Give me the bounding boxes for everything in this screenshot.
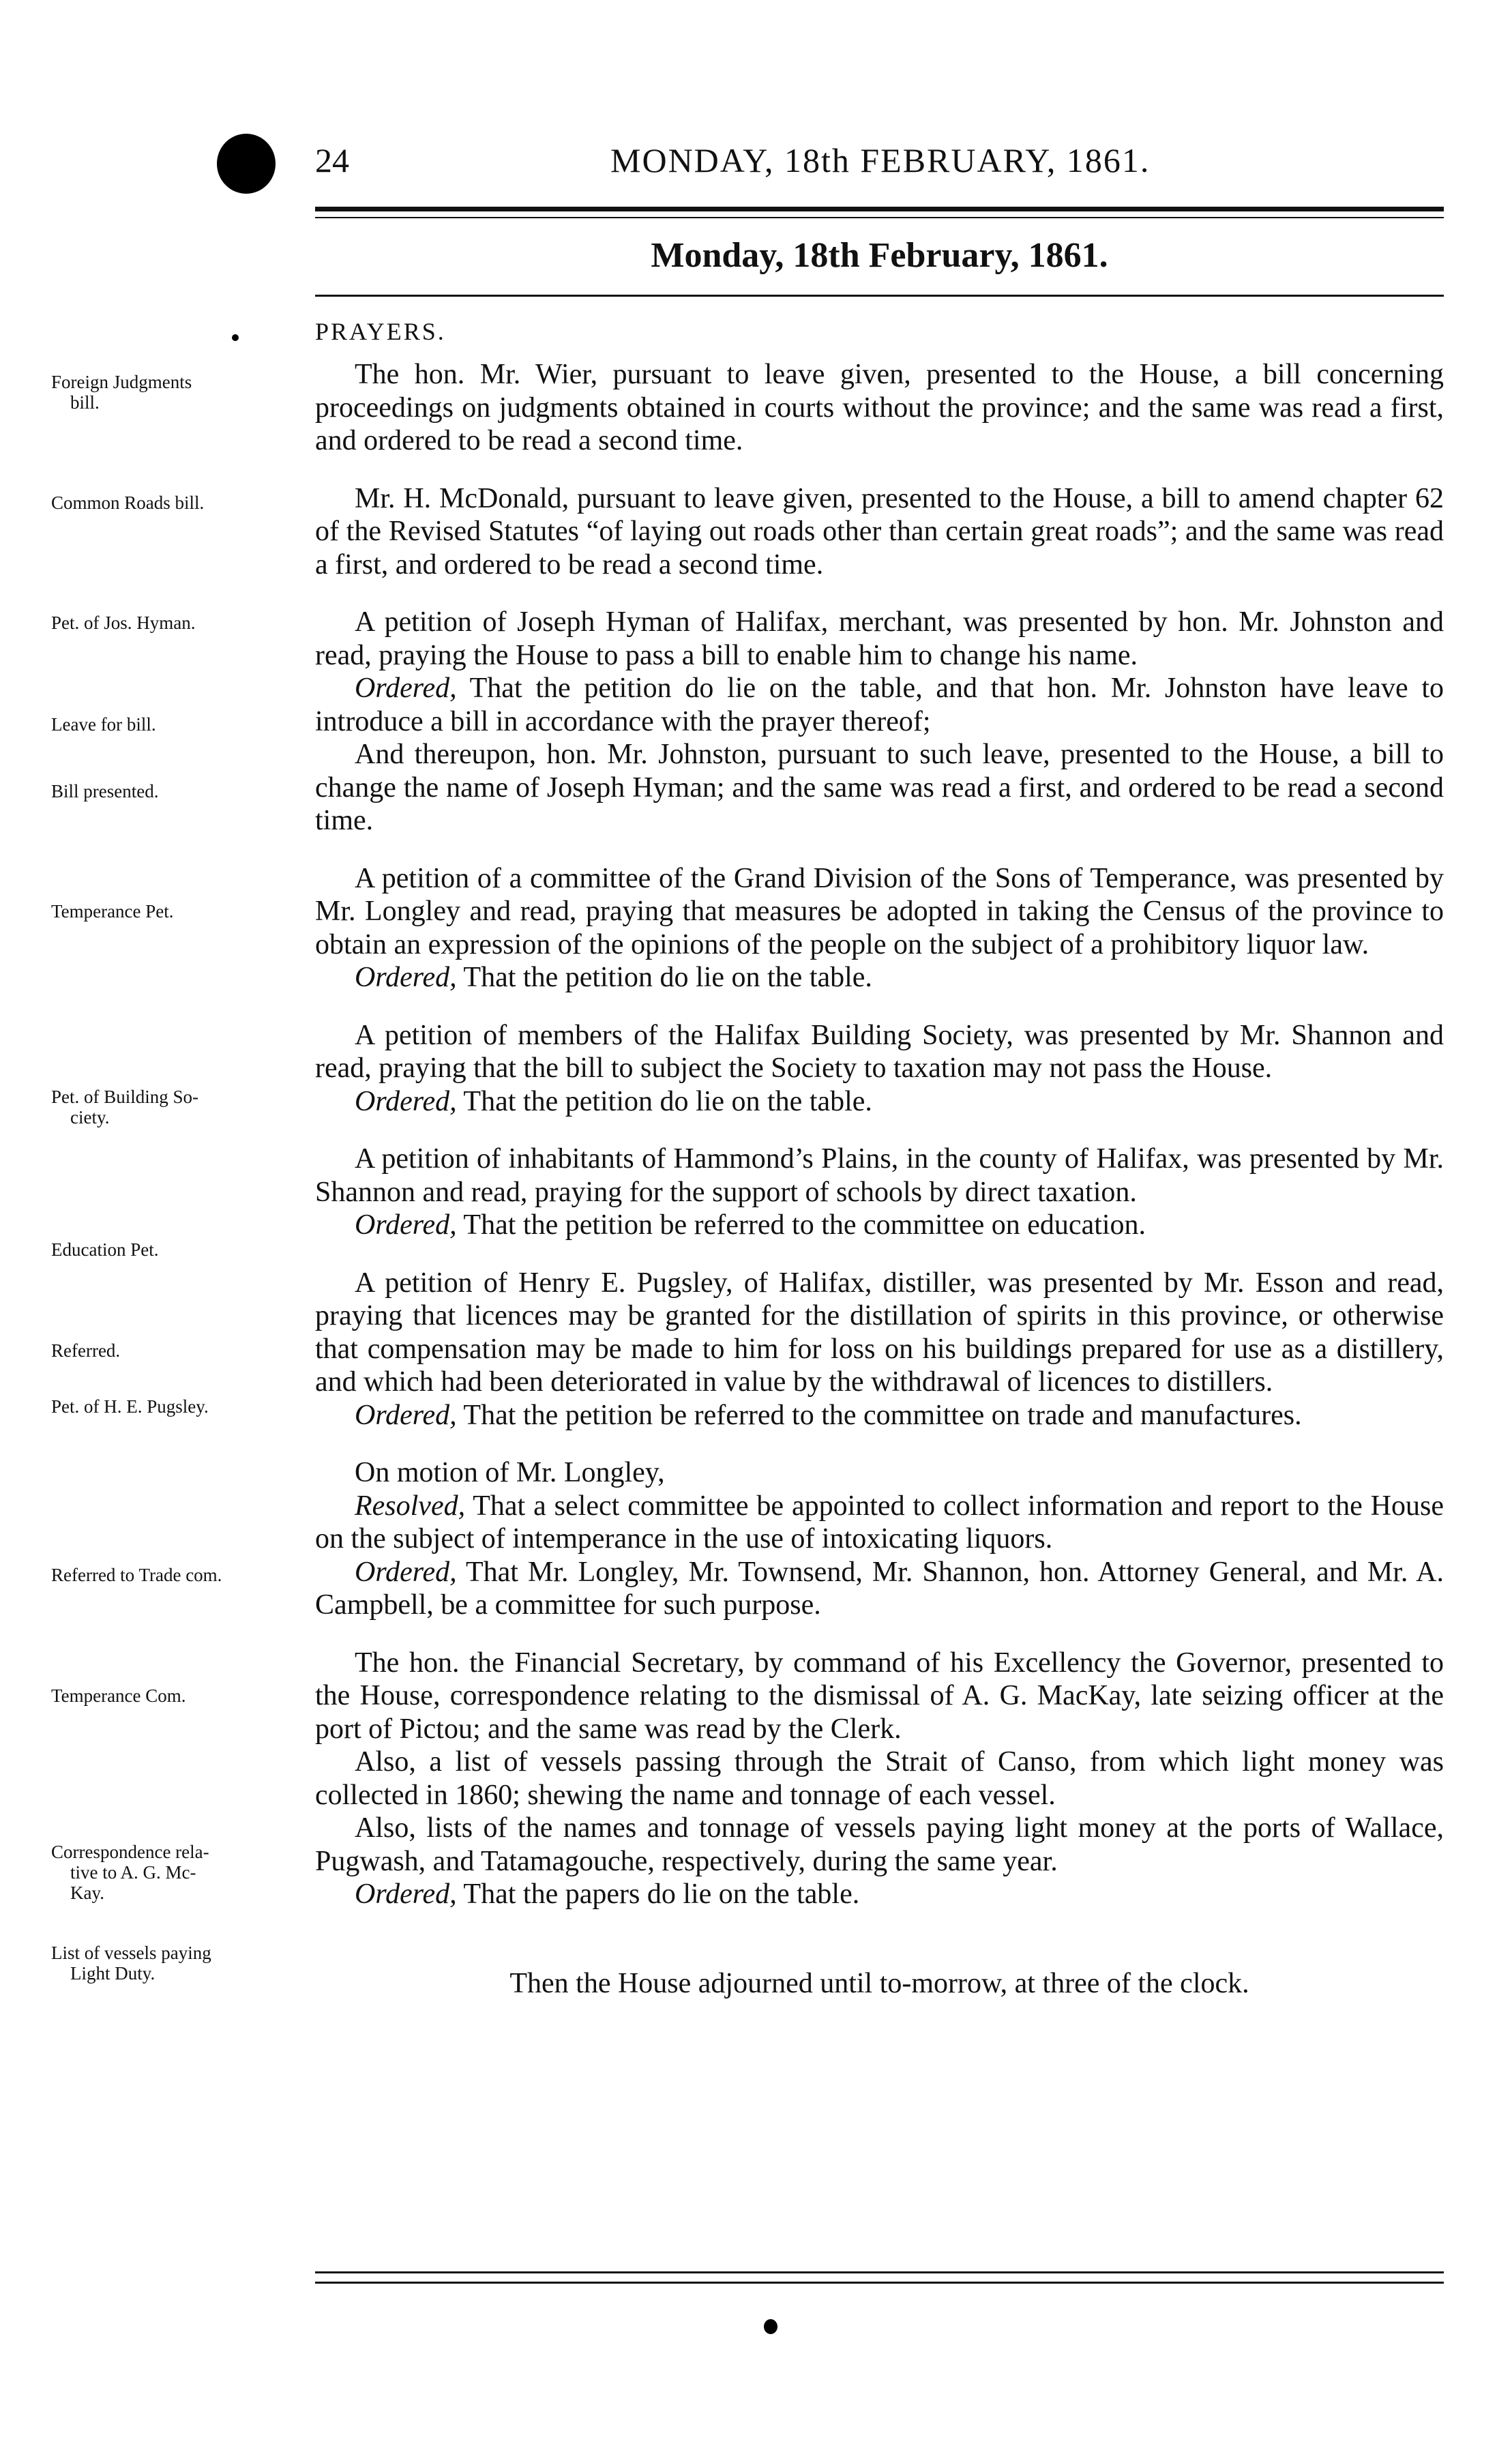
subhead-rule bbox=[315, 295, 1444, 297]
paragraph: Ordered, That the petition be referred to the committee on education. bbox=[355, 1209, 1146, 1241]
paragraph: Resolved, That a select committee be appointed to collect information and report to the House on the subject of intemperance in the use of intoxicating liquors. bbox=[315, 1490, 1444, 1554]
margin-note-trade-com: Referred to Trade com. bbox=[51, 1565, 222, 1585]
paragraph: Ordered, That the papers do lie on the table. bbox=[355, 1878, 860, 1910]
footer-rule-second bbox=[315, 2282, 1444, 2284]
paragraph: A petition of Henry E. Pugsley, of Halifax, distiller, was presented by Mr. Esson and read, praying that licences may be granted for the distillation of spirits in this province, or otherwise that compensation may be made to him for loss on his buildings prepared for use as a distillery, and which had been deteriorated in value by the withdrawal of licences to distillers. bbox=[315, 1267, 1444, 1398]
header-rule-thin bbox=[315, 217, 1444, 218]
paragraph: A petition of Joseph Hyman of Halifax, merchant, was presented by hon. Mr. Johnston and read, praying the House to pass a bill to enable him to change his name. bbox=[315, 606, 1444, 671]
ink-blot-small bbox=[232, 334, 239, 341]
paragraph: A petition of members of the Halifax Building Society, was presented by Mr. Shannon and read, praying that the bill to subject the Society to taxation may not pass the House. bbox=[315, 1019, 1444, 1084]
paragraph: On motion of Mr. Longley, bbox=[355, 1457, 665, 1488]
margin-note-education-pet: Education Pet. bbox=[51, 1239, 159, 1260]
paragraph: A petition of a committee of the Grand Division of the Sons of Temperance, was presented by Mr. Longley and read, praying that measures be adopted in taking the Census of the province to obtain an expression of the opinions of the people on the subject of a prohibitory liquor law. bbox=[315, 862, 1444, 960]
margin-note-referred: Referred. bbox=[51, 1340, 121, 1361]
margin-note-building-society: Pet. of Building So- ciety. bbox=[51, 1087, 199, 1128]
paragraph: Ordered, That Mr. Longley, Mr. Townsend, Mr. Shannon, hon. Attorney General, and Mr. A. Campbell, be a committee for such purpose. bbox=[315, 1556, 1444, 1621]
margin-note-leave-for-bill: Leave for bill. bbox=[51, 714, 156, 735]
margin-note-light-duty: List of vessels paying Light Duty. bbox=[51, 1943, 211, 1984]
margin-note-common-roads: Common Roads bill. bbox=[51, 492, 205, 513]
header-rule bbox=[315, 207, 1444, 211]
paragraph: The hon. the Financial Secretary, by command of his Excellency the Governor, presented to the House, correspondence relating to the dismissal of A. G. MacKay, late seizing officer at the port of Pictou; and the same was read by the Clerk. bbox=[315, 1647, 1444, 1745]
ink-blot-top bbox=[217, 134, 276, 194]
adjournment-line: Then the House adjourned until to-morrow, at three of the clock. bbox=[509, 1967, 1249, 1999]
paragraph: Ordered, That the petition be referred to the committee on trade and manufactures. bbox=[355, 1399, 1302, 1431]
margin-note-hyman: Pet. of Jos. Hyman. bbox=[51, 613, 196, 633]
paragraph: Also, lists of the names and tonnage of vessels paying light money at the ports of Wallace, Pugwash, and Tatamagouche, respectively, during the same year. bbox=[315, 1812, 1444, 1877]
paragraph: Ordered, That the petition do lie on the table. bbox=[355, 962, 872, 993]
prayers-heading: PRAYERS. bbox=[315, 318, 446, 345]
paragraph: And thereupon, hon. Mr. Johnston, pursuant to such leave, presented to the House, a bill to change the name of Joseph Hyman; and the same was read a first, and ordered to be read a second time. bbox=[315, 739, 1444, 836]
margin-note-temperance-com: Temperance Com. bbox=[51, 1685, 186, 1706]
paragraph: Mr. H. McDonald, pursuant to leave given, presented to the House, a bill to amend chapter 62 of the Revised Statutes “of laying out roads other than certain great roads”; and the same was read a first, and ordered to be read a second time. bbox=[315, 482, 1444, 580]
journal-body bbox=[315, 358, 1444, 2000]
footer-rule bbox=[315, 2271, 1444, 2273]
margin-note-bill-presented: Bill presented. bbox=[51, 781, 159, 801]
page-number: 24 bbox=[315, 141, 349, 179]
paragraph: A petition of inhabitants of Hammond’s Plains, in the county of Halifax, was presented by Mr. Shannon and read, praying for the support of schools by direct taxation. bbox=[315, 1143, 1444, 1208]
ink-blot-bottom bbox=[764, 2319, 777, 2334]
margin-note-correspondence: Correspondence rela- tive to A. G. Mc- Kay. bbox=[51, 1842, 209, 1903]
margin-note-foreign-judgments: Foreign Judgments bill. bbox=[51, 372, 192, 413]
paragraph: The hon. Mr. Wier, pursuant to leave given, presented to the House, a bill concerning proceedings on judgments obtained in courts without the province; and the same was read a first, and ordered to be read a second time. bbox=[315, 359, 1444, 456]
running-head: MONDAY, 18th FEBRUARY, 1861. bbox=[610, 141, 1151, 179]
paragraph: Ordered, That the petition do lie on the table, and that hon. Mr. Johnston have leave to introduce a bill in accordance with the prayer thereof; bbox=[315, 673, 1444, 737]
date-heading: Monday, 18th February, 1861. bbox=[651, 236, 1108, 275]
paragraph: Also, a list of vessels passing through the Strait of Canso, from which light money was collected in 1860; shewing the name and tonnage of each vessel. bbox=[315, 1746, 1444, 1811]
margin-note-temperance-pet: Temperance Pet. bbox=[51, 901, 174, 922]
paragraph: Ordered, That the petition do lie on the table. bbox=[355, 1085, 872, 1117]
margin-note-pugsley: Pet. of H. E. Pugsley. bbox=[51, 1396, 209, 1417]
